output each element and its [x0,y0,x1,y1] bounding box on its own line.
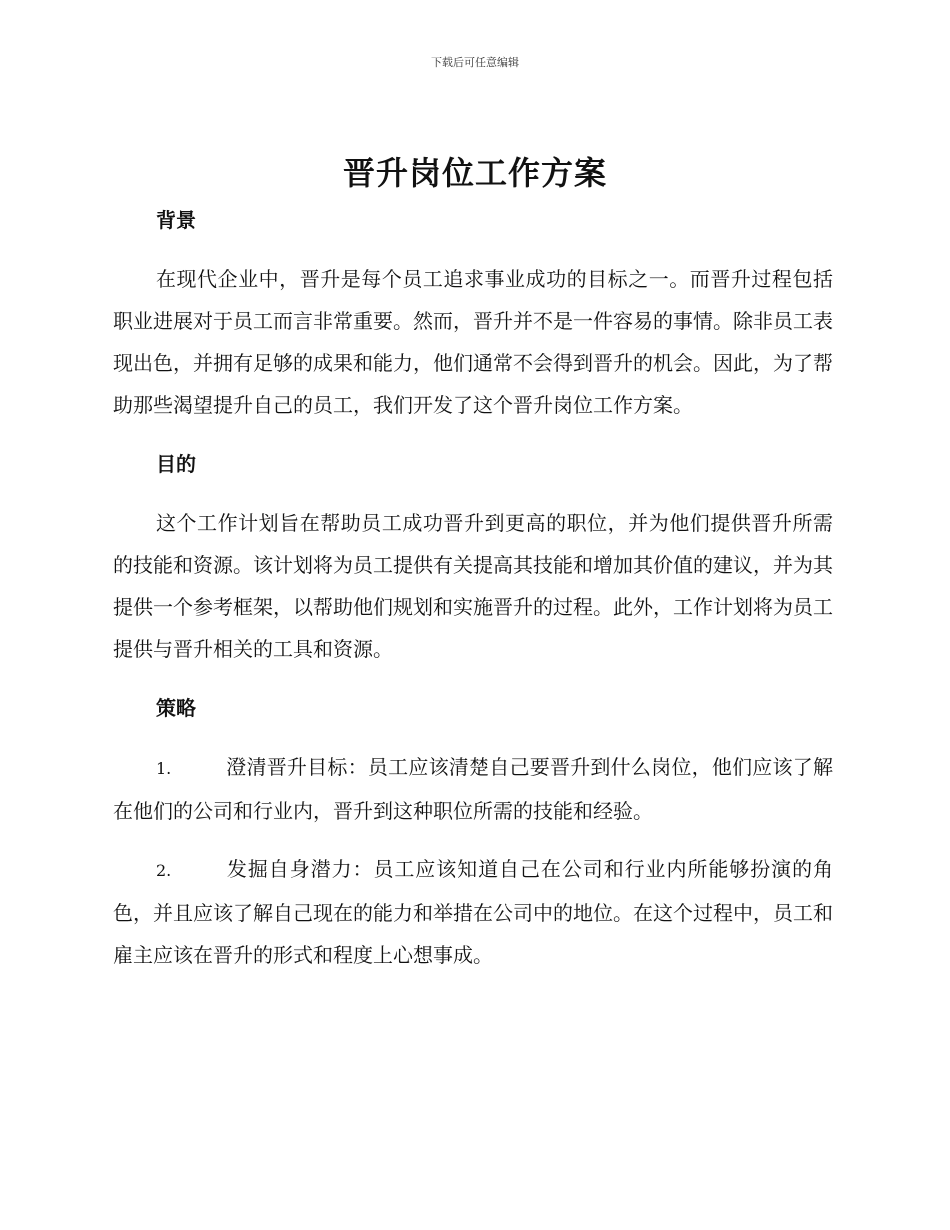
list-item-text: 澄清晋升目标：员工应该清楚自己要晋升到什么岗位，他们应该了解在他们的公司和行业内，晋升到这种职位所需的技能和经验。 [113,755,833,823]
document-body [113,198,833,976]
list-item-text: 发掘自身潜力：员工应该知道自己在公司和行业内所能够扮演的角色，并且应该了解自己现在的能力和举措在公司中的地位。在这个过程中，员工和雇主应该在晋升的形式和程度上心想事成。 [113,857,833,967]
header-note: 下载后可任意编辑 [431,56,519,69]
section-heading-background: 背景 [156,208,196,232]
background-paragraph: 在现代企业中，晋升是每个员工追求事业成功的目标之一。而晋升过程包括职业进展对于员工而言非常重要。然而，晋升并不是一件容易的事情。除非员工表现出色，并拥有足够的成果和能力，他们通常不会得到晋升的机会。因此，为了帮助那些渴望提升自己的员工，我们开发了这个晋升岗位工作方案。 [113,267,833,417]
purpose-paragraph: 这个工作计划旨在帮助员工成功晋升到更高的职位，并为他们提供晋升所需的技能和资源。该计划将为员工提供有关提高其技能和增加其价值的建议，并为其提供一个参考框架，以帮助他们规划和实施晋升的过程。此外，工作计划将为员工提供与晋升相关的工具和资源。 [113,511,833,661]
section-heading-purpose: 目的 [156,452,196,476]
section-heading-strategy: 策略 [156,696,196,720]
strategy-list-item [113,746,833,832]
strategy-list-item [113,848,833,976]
list-item-number: 2. [156,861,172,880]
list-item-number: 1. [156,759,172,778]
document-title: 晋升岗位工作方案 [342,154,607,192]
